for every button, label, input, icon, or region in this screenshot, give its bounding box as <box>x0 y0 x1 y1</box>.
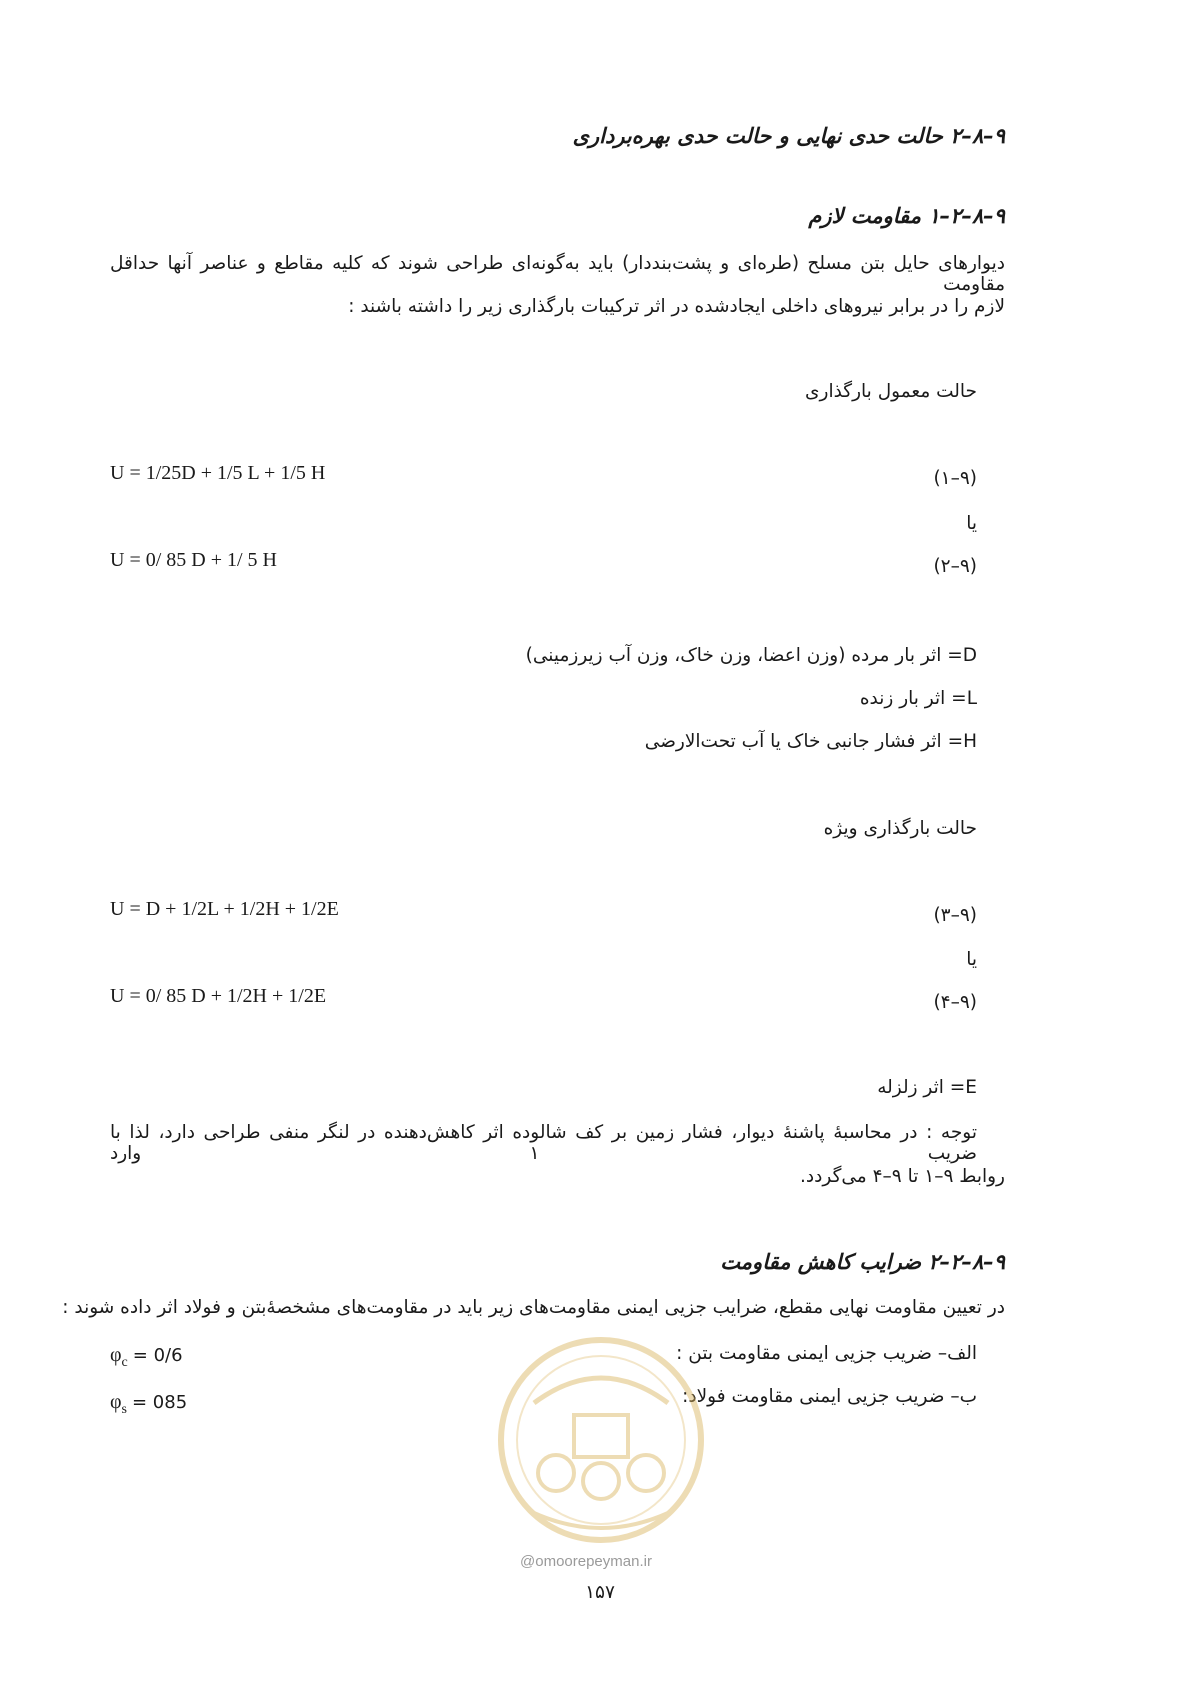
watermark-url: @omoorepeyman.ir <box>520 1553 652 1570</box>
page-number: ۱۵۷ <box>585 1582 615 1603</box>
note-line: روابط ۹–۱ تا ۹–۴ می‌گردد. <box>800 1166 1005 1187</box>
subsection-heading-required-strength: ۹–۸–۲–۱ مقاومت لازم <box>808 204 1005 228</box>
item-b-steel: ب– ضریب جزیی ایمنی مقاومت فولاد: <box>682 1386 977 1407</box>
paragraph: در تعیین مقاومت نهایی مقطع، ضرایب جزیی ایمنی مقاومت‌های زیر باید در مقاومت‌های مشخصهٔ‌بتن و فولاد اثر داده شوند : <box>62 1297 1005 1318</box>
definition-lateral-pressure: H= اثر فشار جانبی خاک یا آب تحت‌الارضی <box>644 731 977 752</box>
equation-number: (۹–۳) <box>933 905 977 926</box>
subsection-heading-strength-reduction: ۹–۸–۲–۲ ضرایب کاهش مقاومت <box>720 1250 1005 1274</box>
special-load-case-label: حالت بارگذاری ویژه <box>823 818 977 839</box>
watermark-logo <box>494 1333 708 1547</box>
phi-s-value: = 085 <box>132 1392 188 1413</box>
equation-9-4: U = 0/ 85 D + 1/2H + 1/2E <box>110 985 327 1007</box>
subscript: s <box>121 1402 127 1417</box>
or-text: یا <box>966 513 977 534</box>
equation-number: (۹–۲) <box>933 556 977 577</box>
phi-s-formula <box>110 1391 187 1418</box>
or-text: یا <box>966 949 977 970</box>
equation-9-3: U = D + 1/2L + 1/2H + 1/2E <box>110 898 339 920</box>
equation-number: (۹–۱) <box>933 468 977 489</box>
definition-live-load: L= اثر بار زنده <box>859 688 977 709</box>
paragraph-line: لازم را در برابر نیروهای داخلی ایجادشده در اثر ترکیبات بارگذاری زیر را داشته باشند : <box>348 296 1005 317</box>
phi-c-value: = 0/6 <box>132 1345 183 1366</box>
item-a-concrete: الف– ضریب جزیی ایمنی مقاومت بتن : <box>676 1343 977 1364</box>
phi-symbol: φ <box>110 1344 122 1366</box>
equation-9-2: U = 0/ 85 D + 1/ 5 H <box>110 549 278 571</box>
definition-earthquake: E= اثر زلزله <box>877 1077 977 1098</box>
subscript: c <box>121 1355 128 1370</box>
phi-c-formula <box>110 1344 183 1371</box>
paragraph-line: دیوارهای حایل بتن مسلح (طره‌ای و پشت‌بنددار) باید به‌گونه‌ای طراحی شوند که کلیه مقاطع و عناصر آنها حداقل مقاومت <box>110 253 1005 295</box>
note-line: توجه : در محاسبهٔ پاشنهٔ دیوار، فشار زمین بر کف شالوده اثر کاهش‌دهنده در لنگر منفی طراحی دارد، لذا با ضریب ۱ وارد <box>110 1122 977 1164</box>
normal-load-case-label: حالت معمول بارگذاری <box>805 381 977 402</box>
equation-number: (۹–۴) <box>933 992 977 1013</box>
definition-dead-load: D= اثر بار مرده (وزن اعضا، وزن خاک، وزن آب زیرزمینی) <box>525 645 977 666</box>
section-heading: ۹–۸–۲ حالت حدی نهایی و حالت حدی بهره‌برداری <box>572 124 1005 148</box>
equation-9-1: U = 1/25D + 1/5 L + 1/5 H <box>110 462 326 484</box>
phi-symbol: φ <box>110 1391 122 1413</box>
